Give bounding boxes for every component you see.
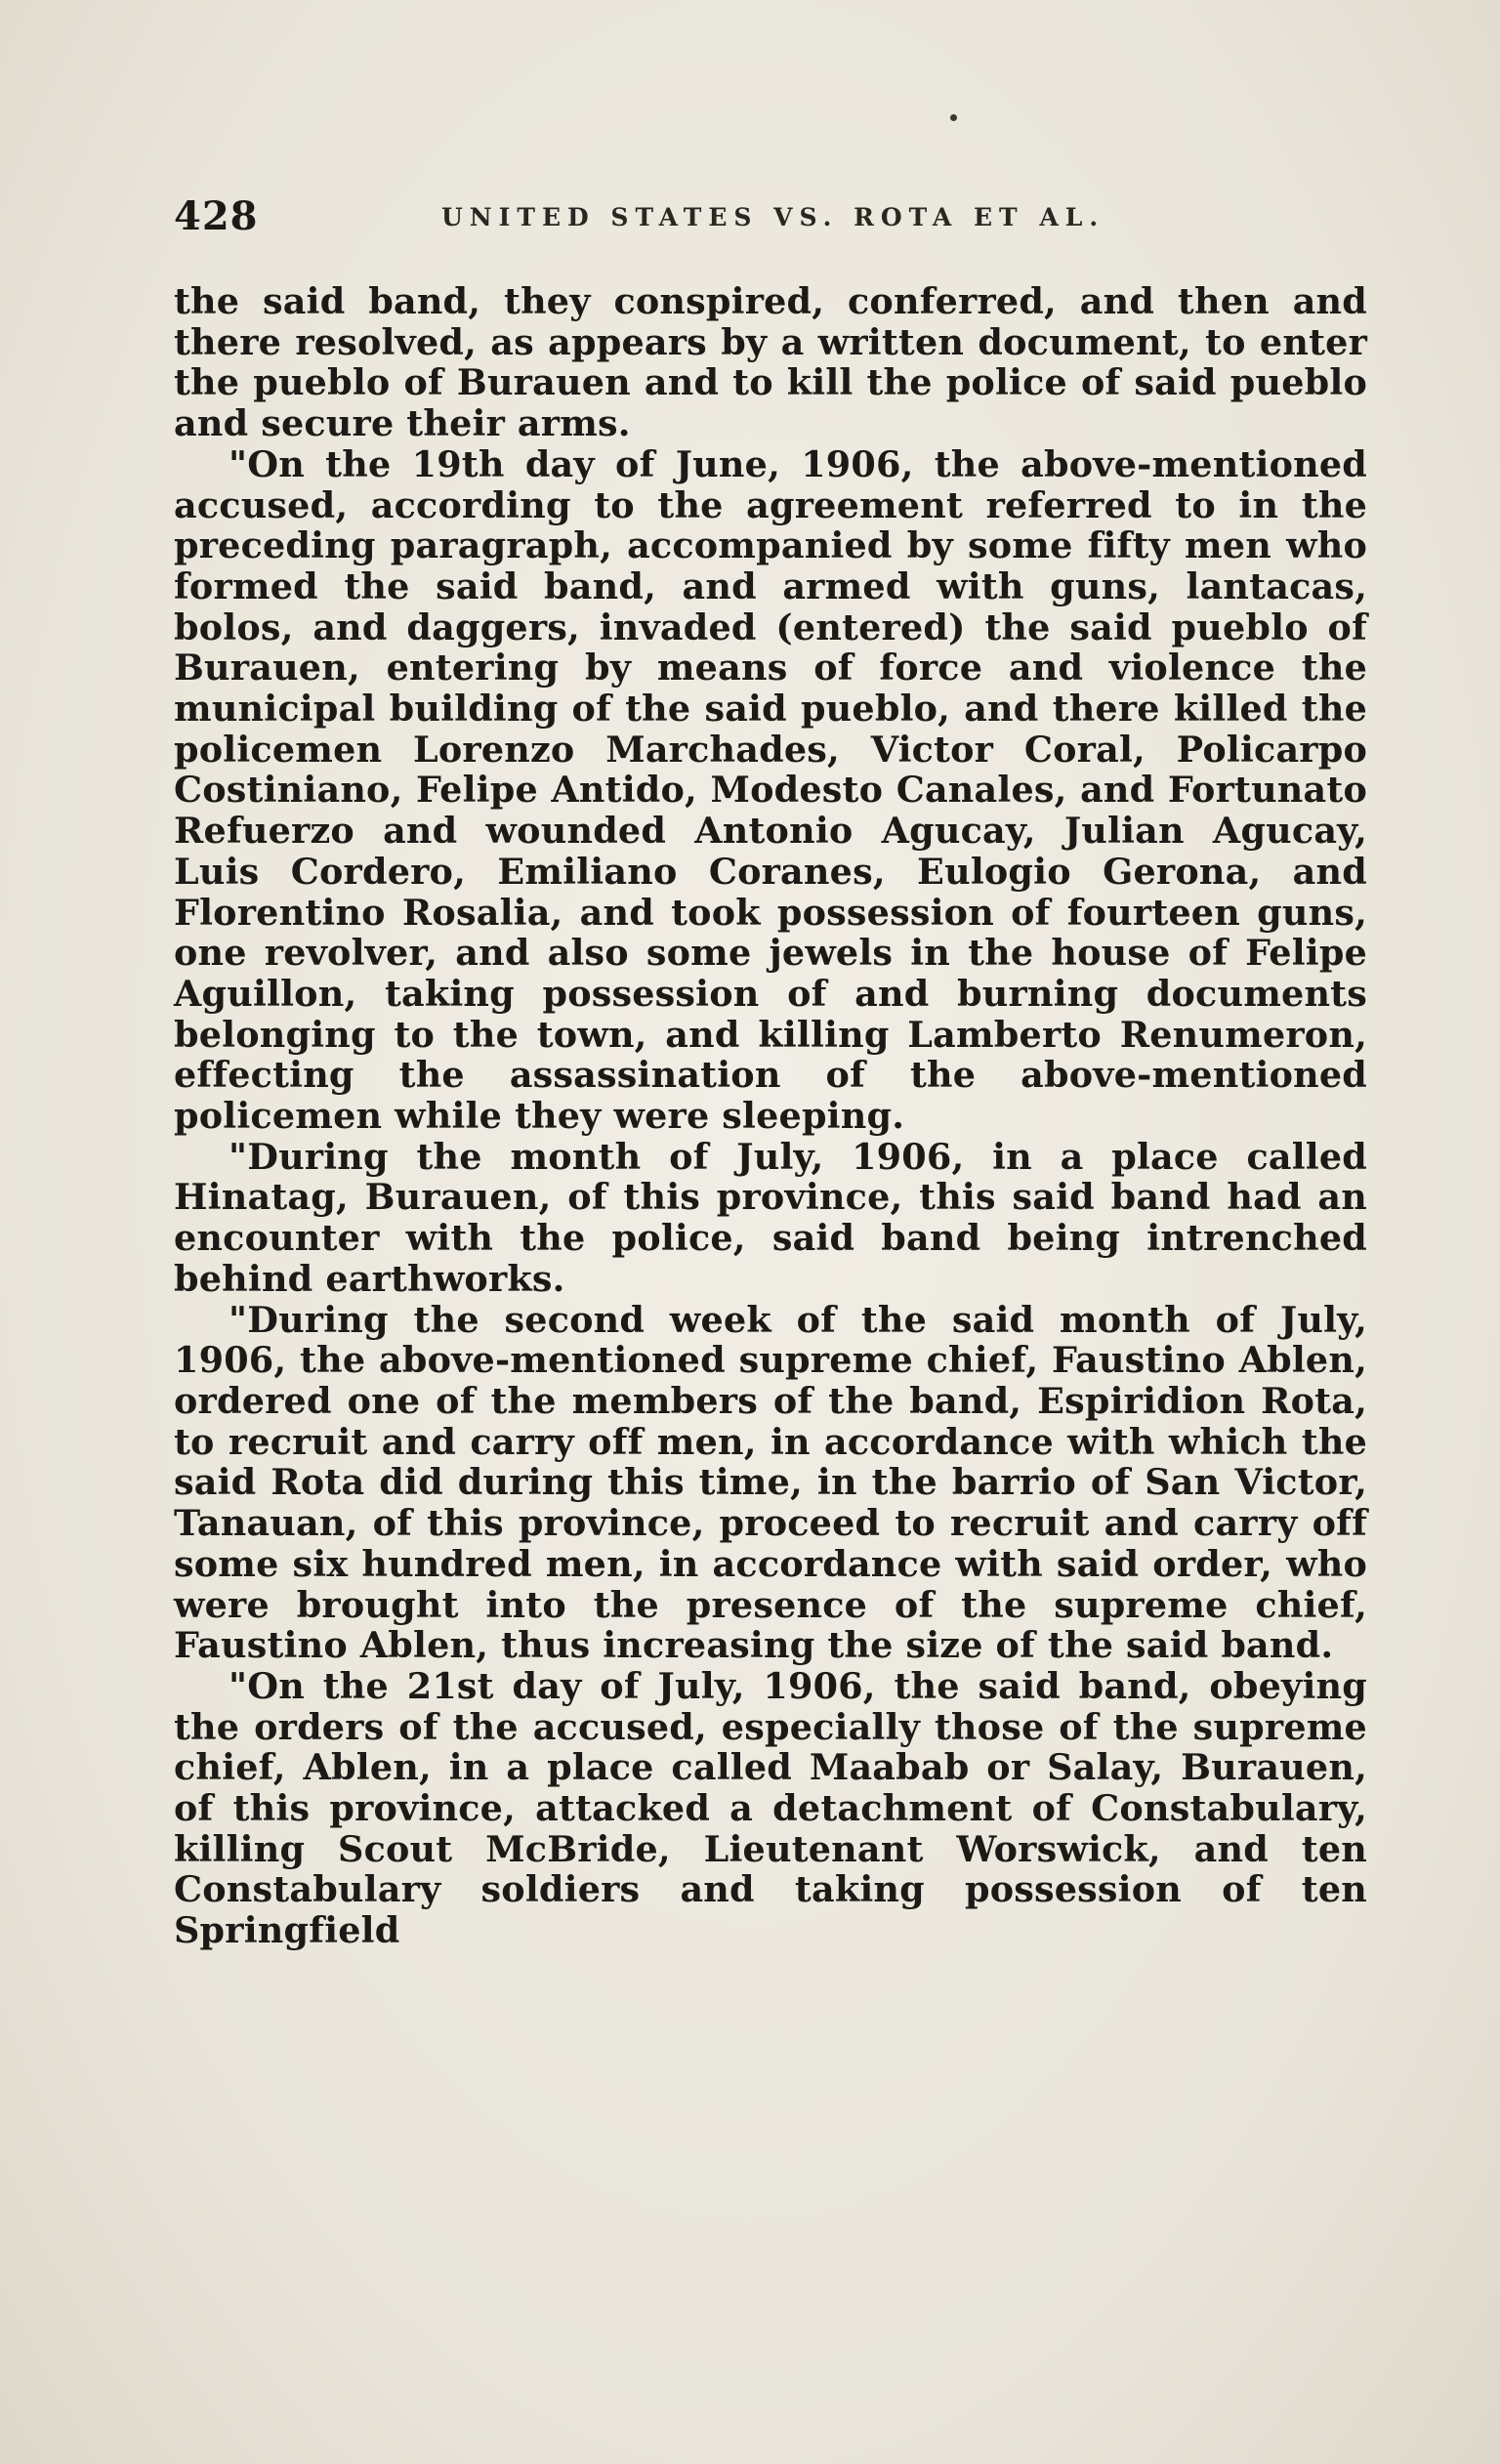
ink-speck: [950, 114, 957, 121]
page-header: [174, 193, 1365, 252]
paragraph-3: "During the month of July, 1906, in a place called Hinatag, Burauen, of this province, this said band had an encounter with the police, said band being intrenched behind earthworks.: [174, 1135, 1367, 1300]
page-number: 428: [174, 193, 259, 239]
paragraph-4: "During the second week of the said month of July, 1906, the above-mentioned supreme chief, Faustino Ablen, ordered one of the members of the band, Espiridion Rota, to recruit and carry off men, in accordance with which the said Rota did during this time, in the barrio of San Victor, Tanauan, of this province, proceed to recruit and carry off some six hundred men, in accordance with said order, who were brought into the presence of the supreme chief, Faustino Ablen, thus increasing the size of the said band.: [174, 1298, 1367, 1667]
paragraph-1: the said band, they conspired, conferred, and then and there resolved, as appears by a written document, to enter the pueblo of Burauen and to kill the police of said pueblo and secure their arms.: [174, 280, 1367, 445]
paragraph-5: "On the 21st day of July, 1906, the said band, obeying the orders of the accused, especially those of the supreme chief, Ablen, in a place called Maabab or Salay, Burauen, of this province, attacked a detachment of Constabulary, killing Scout McBride, Lieutenant Worswick, and ten Constabulary soldiers and taking possession of ten Springfield: [174, 1664, 1367, 1952]
running-head: UNITED STATES VS. ROTA ET AL.: [441, 203, 1105, 231]
paragraph-2: "On the 19th day of June, 1906, the above-mentioned accused, according to the agreement referred to in the preceding paragraph, accompanied by some fifty men who formed the said band, and armed with guns, lantacas, bolos, and daggers, invaded (entered) the said pueblo of Burauen, entering by means of force and violence the municipal building of the said pueblo, and there killed the policemen Lorenzo Marchades, Victor Coral, Policarpo Costiniano, Felipe Antido, Modesto Canales, and Fortunato Refuerzo and wounded Antonio Agucay, Julian Agucay, Luis Cordero, Emiliano Coranes, Eulogio Gerona, and Florentino Rosalia, and took possession of fourteen guns, one revolver, and also some jewels in the house of Felipe Aguillon, taking possession of and burning documents belonging to the town, and killing Lamberto Renumeron, effecting the assassination of the above-mentioned policemen while they were sleeping.: [174, 442, 1367, 1138]
body-text: [174, 281, 1367, 1951]
